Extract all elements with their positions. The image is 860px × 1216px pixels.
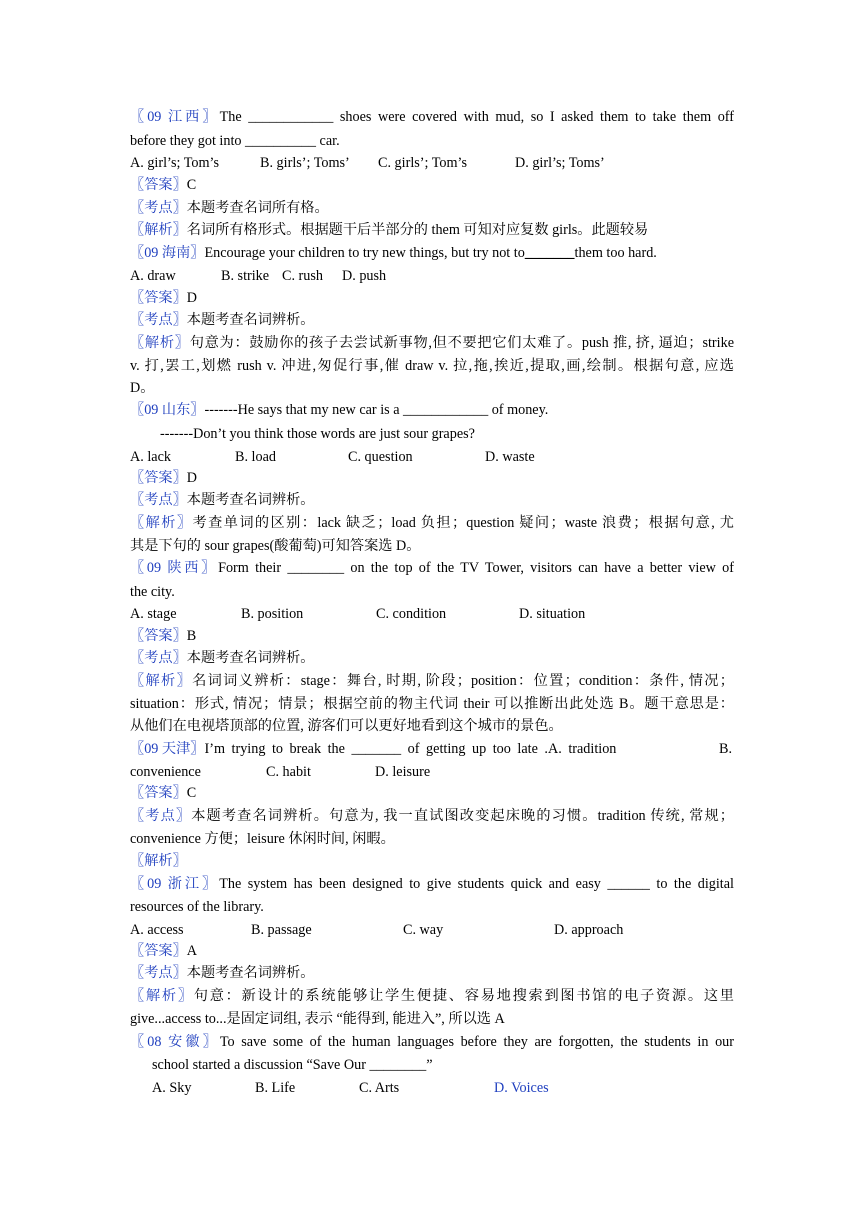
question-line: -------Don’t you think those words are just sour grapes?: [160, 426, 475, 442]
option-a: A. lack: [130, 449, 171, 465]
question-line: 〖09 山东〗-------He says that my new car is a ____________ of money.: [130, 402, 549, 418]
option-a: A. draw: [130, 268, 176, 284]
document-page: 〖09 江西〗The ____________ shoes were covered with mud, so I asked them to take them off before they got into __________ car. A. girl’s; Tom’s B. girls’; Toms’ C. girls’; Tom’s D. girl’s; Toms’ 〖答案〗C 〖考点〗本题考查名词所有格。 〖解析〗名词所有格形式。根据题干后半部分的 them 可知对应复数 girls。此题较易 〖09 海南〗Encourage your children to try new things, but try not to_______them too hard. A. draw B. strike C. rush D. push 〖答案〗D 〖考点〗本题考查名词辨析。 〖解析〗句意为：鼓励你的孩子去尝试新事物,但不要把它们太难了。push 推, 挤, 逼迫；strike v. 打,罢工,划燃 rush v. 冲进,匆促行事,催 draw v. 拉,拖,挨近,提取,画,绘制。根据句意, 应选 D。 〖09 山东〗-------He says that my new car is a ____________ of money. -------Don’t you think those words are just sour grapes? A. lack B. load C. question D. waste 〖答案〗D 〖考点〗本题考查名词辨析。 〖解析〗考查单词的区别：lack 缺乏；load 负担；question 疑问；waste 浪费；根据句意, 尤 其是下句的 sour grapes(酸葡萄)可知答案选 D。 〖09 陕西〗Form their ________ on the top of the TV Tower, visitors can have a better view of the city. A. stage B. position C. condition D. situation 〖答案〗B 〖考点〗本题考查名词辨析。 〖解析〗名词词义辨析：stage：舞台, 时期, 阶段；position：位置；condition：条件, 情况； situation：形式, 情况；情景；根据空前的物主代词 their 可以推断出此处选 B。题干意思是： 从他们在电视塔顶部的位置, 游客们可以更好地看到这个城市的景色。 〖09 天津〗I’m trying to break the _______ of getting up too late .A. tradition B. convenience C. habit D. leisure 〖答案〗C 〖考点〗本题考查名词辨析。句意为, 我一直试图改变起床晚的习惯。tradition 传统, 常规； convenience 方便；leisure 休闲时间, 闲暇。 〖解析〗 〖09 浙江〗The system has been designed to give students quick and easy ______ to the digital resources of the library. A. access B. passage C. way D. approach 〖答案〗A 〖考点〗本题考查名词辨析。 〖解析〗句意：新设计的系统能够让学生便捷、容易地搜索到图书馆的电子资源。这里 give...access to...是固定词组, 表示 “能得到, 能进入”, 所以选 A 〖08 安徽〗To save some of the human languages before they are forgotten, the students in our school started a discussion “Save Our ________” A. Sky B. Life C. Arts D. Voices: [0, 0, 860, 1216]
option-a: A. Sky: [152, 1080, 192, 1096]
option-c: C. rush: [282, 268, 323, 284]
answer-line: 〖答案〗C: [130, 177, 197, 193]
analysis-line: situation：形式, 情况；情景；根据空前的物主代词 their 可以推断出此处选 B。题干意思是：: [130, 696, 734, 712]
answer-line: 〖答案〗C: [130, 785, 197, 801]
question-line: school started a discussion “Save Our ________”: [152, 1057, 433, 1073]
option-b: B. load: [235, 449, 276, 465]
option-a: A. stage: [130, 606, 177, 622]
option-c: C. question: [348, 449, 413, 465]
question-line: resources of the library.: [130, 899, 264, 915]
analysis-line: 其是下句的 sour grapes(酸葡萄)可知答案选 D。: [130, 538, 421, 554]
option-c: C. girls’; Tom’s: [378, 155, 468, 171]
option-d-highlighted: D. Voices: [494, 1080, 549, 1096]
option-b: B. girls’; Toms’: [260, 155, 350, 171]
question-line: 〖09 海南〗Encourage your children to try new things, but try not to_______them too hard.: [130, 245, 657, 261]
option-b: B. Life: [255, 1080, 296, 1096]
question-line: 〖09 陕西〗Form their ________ on the top of the TV Tower, visitors can have a better view of: [130, 560, 734, 576]
point-line: 〖考点〗本题考查名词辨析。: [130, 965, 315, 981]
option-d: D. approach: [554, 922, 624, 938]
analysis-line: 〖解析〗句意：新设计的系统能够让学生便捷、容易地搜索到图书馆的电子资源。这里: [130, 988, 734, 1004]
option-c: C. habit: [266, 764, 311, 780]
point-line: 〖考点〗本题考查名词所有格。: [130, 200, 329, 216]
source-tag: 〖09 江西〗: [130, 109, 220, 125]
option-c: C. condition: [376, 606, 447, 622]
question-line: 〖08 安徽〗To save some of the human languages before they are forgotten, the students in our: [130, 1034, 734, 1050]
answer-line: 〖答案〗D: [130, 290, 198, 306]
option-b: B. position: [241, 606, 304, 622]
option-d: D. leisure: [375, 764, 431, 780]
analysis-line: D。: [130, 380, 155, 396]
analysis-line: 〖解析〗: [130, 853, 187, 869]
analysis-line: 〖解析〗名词词义辨析：stage：舞台, 时期, 阶段；position：位置；condition：条件, 情况；: [130, 673, 734, 689]
option-c: C. Arts: [359, 1080, 400, 1096]
point-line: convenience 方便；leisure 休闲时间, 闲暇。: [130, 831, 395, 847]
analysis-line: 〖解析〗名词所有格形式。根据题干后半部分的 them 可知对应复数 girls。此题较易: [130, 222, 649, 238]
answer-line: 〖答案〗A: [130, 943, 198, 959]
question-line: before they got into __________ car.: [130, 133, 340, 149]
point-line: 〖考点〗本题考查名词辨析。: [130, 492, 315, 508]
option-d: D. girl’s; Toms’: [515, 155, 605, 171]
analysis-line: 从他们在电视塔顶部的位置, 游客们可以更好地看到这个城市的景色。: [130, 718, 563, 734]
analysis-line: v. 打,罢工,划燃 rush v. 冲进,匆促行事,催 draw v. 拉,拖,挨近,提取,画,绘制。根据句意, 应选: [130, 358, 734, 374]
point-line: 〖考点〗本题考查名词辨析。句意为, 我一直试图改变起床晚的习惯。tradition 传统, 常规；: [130, 808, 734, 824]
option-d: D. waste: [485, 449, 535, 465]
point-line: 〖考点〗本题考查名词辨析。: [130, 650, 315, 666]
point-line: 〖考点〗本题考查名词辨析。: [130, 312, 315, 328]
option-a: A. access: [130, 922, 184, 938]
analysis-line: 〖解析〗句意为：鼓励你的孩子去尝试新事物,但不要把它们太难了。push 推, 挤, 逼迫；strike: [130, 335, 734, 351]
option-b: B. passage: [251, 922, 312, 938]
analysis-line: 〖解析〗考查单词的区别：lack 缺乏；load 负担；question 疑问；waste 浪费；根据句意, 尤: [130, 515, 734, 531]
option-d: D. push: [342, 268, 387, 284]
option-a: A. girl’s; Tom’s: [130, 155, 220, 171]
analysis-line: give...access to...是固定词组, 表示 “能得到, 能进入”, 所以选 A: [130, 1011, 505, 1027]
question-line: 〖09 浙江〗The system has been designed to give students quick and easy ______ to the digital: [130, 876, 734, 892]
answer-line: 〖答案〗B: [130, 628, 197, 644]
question-line: 〖09 天津〗I’m trying to break the _______ of getting up too late .A. tradition B.: [130, 741, 733, 757]
question-line: the city.: [130, 584, 175, 600]
option-d: D. situation: [519, 606, 586, 622]
question-line: 〖09 江西〗The ____________ shoes were covered with mud, so I asked them to take them off: [130, 109, 734, 125]
option-b: B. strike: [221, 268, 270, 284]
option-c: C. way: [403, 922, 444, 938]
answer-line: 〖答案〗D: [130, 470, 198, 486]
